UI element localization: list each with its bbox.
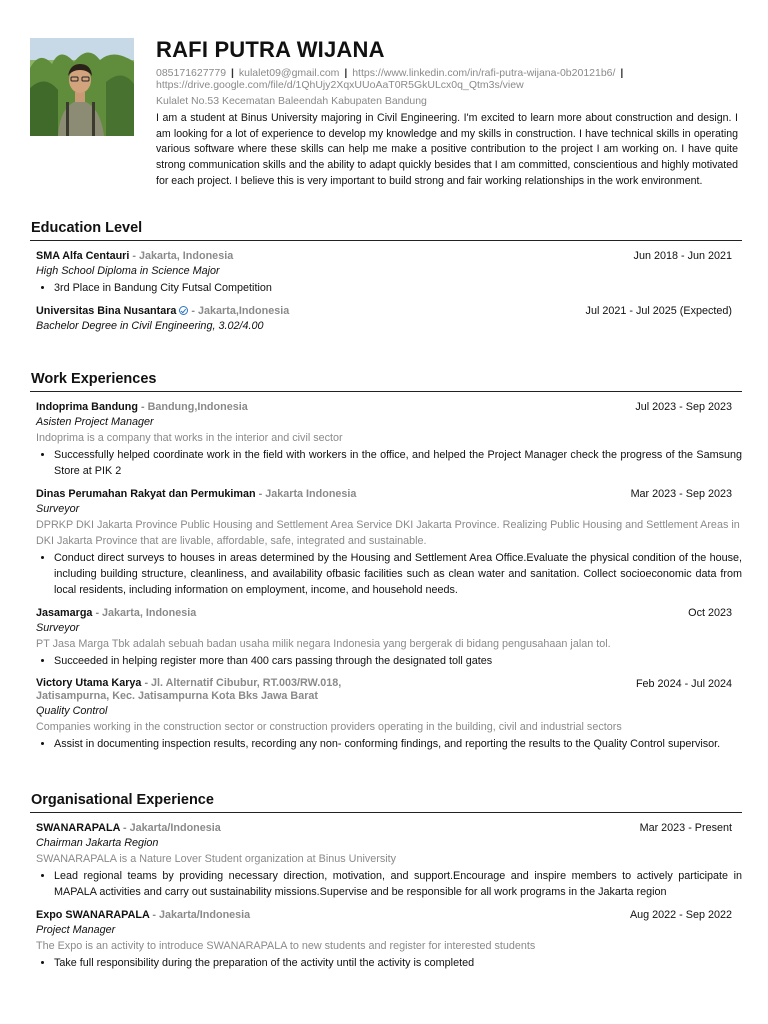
duty-list: [36, 550, 742, 598]
achievement-list: [36, 280, 742, 296]
degree-title: Bachelor Degree in Civil Engineering, 3.02/4.00: [36, 320, 264, 332]
job-title: Surveyor: [36, 622, 80, 634]
duty-list: [36, 447, 742, 479]
candidate-name: RAFI PUTRA WIJANA: [156, 37, 385, 62]
contact-line: [156, 67, 738, 91]
profile-summary: I am a student at Binus University majoring in Civil Engineering. I'm excited to learn more about construction and design. I am looking for a lot of experience to develop my knowledge and my skills in construction. I have technical skills in operating various software where these skills can help me make a positive contribution to the project I am working on. I have quite strong communication skills and the ability to adapt quickly besides that I am committed, conscientious and highly motivated for each project. I believe this is very important to build strong and fair working relationships in the work environment.: [156, 112, 738, 187]
contact-separator: |: [231, 67, 234, 79]
company-name: Jasamarga: [36, 607, 93, 619]
profile-photo: [30, 38, 134, 136]
organisation-location: - Jakarta/Indonesia: [122, 822, 221, 834]
education-entry: [30, 304, 742, 334]
job-title: Asisten Project Manager: [36, 416, 154, 428]
duty-list: [36, 653, 742, 669]
entry-date: Jul 2023 - Sep 2023: [635, 401, 732, 413]
entry-date: Jul 2021 - Jul 2025 (Expected): [585, 305, 732, 317]
entry-date: Mar 2023 - Present: [639, 822, 732, 834]
degree-title: High School Diploma in Science Major: [36, 265, 220, 277]
job-title: Quality Control: [36, 705, 108, 717]
work-entry: [30, 677, 742, 752]
organisation-name: Expo SWANARAPALA: [36, 909, 150, 921]
work-entry: [30, 400, 742, 479]
company-description: Companies working in the construction sector or construction providers operating in the building, civil and industrial sectors: [36, 721, 622, 733]
duty-list: [36, 955, 742, 971]
duty-item: • Successfully helped coordinate work in the field with workers in the office, and helped the Project Manager check the progress of the Samsung Store at PIK 2: [54, 447, 742, 479]
institution-name: SMA Alfa Centauri: [36, 250, 130, 262]
verified-icon: [179, 306, 188, 315]
contact-separator: |: [344, 67, 348, 79]
work-entry: [30, 606, 742, 669]
company-location: - Bandung,Indonesia: [140, 401, 248, 413]
duty-item: • Take full responsibility during the preparation of the activity until the activity is completed: [54, 955, 742, 971]
duty-list: [36, 868, 742, 900]
education-section: [30, 219, 742, 334]
institution-name: Universitas Bina Nusantara: [36, 305, 177, 317]
resume-header: [156, 36, 738, 190]
organisation-entry: [30, 908, 742, 971]
duty-item: • Conduct direct surveys to houses in areas determined by the Housing and Settlement Area Office.Evaluate the physical condition of the house, including building structure, cleanliness, and availability ofbasic facilities such as clean water and sanitation. Collect socioeconomic data from local residents, including information on employment, income, and household needs.: [54, 550, 742, 598]
duty-list: [36, 736, 742, 752]
company-description: DPRKP DKI Jakarta Province Public Housing and Settlement Area Service DKI Jakarta Province. Realizing Public Housing and Settlement Areas in DKI Jakarta Province that are livable, affordable, safe, integrated and sustainable.: [36, 519, 740, 547]
duty-item: • Lead regional teams by providing necessary direction, motivation, and support.Encourage and inspire members to actively participate in MAPALA activities and carry out sustainability missions.Supervise and be responsible for all work programs in the Jakarta region: [54, 868, 742, 900]
entry-date: Oct 2023: [688, 607, 732, 619]
contact-separator: |: [620, 67, 624, 79]
company-description: PT Jasa Marga Tbk adalah sebuah badan usaha milik negara Indonesia yang bergerak di bidang pengusahaan jalan tol.: [36, 638, 611, 650]
organisation-description: The Expo is an activity to introduce SWANARAPALA to new students and register for interested students: [36, 940, 536, 952]
company-name: Indoprima Bandung: [36, 401, 138, 413]
organisation-description: SWANARAPALA is a Nature Lover Student organization at Binus University: [36, 853, 397, 865]
achievement-item: • 3rd Place in Bandung City Futsal Competition: [54, 280, 742, 296]
job-title: Surveyor: [36, 503, 80, 515]
email-link[interactable]: kulalet09@gmail.com: [238, 67, 340, 79]
position-title: Project Manager: [36, 924, 116, 936]
entry-date: Aug 2022 - Sep 2022: [629, 909, 732, 921]
company-name: Dinas Perumahan Rakyat dan Permukiman: [36, 488, 256, 500]
institution-location: - Jakarta,Indonesia: [191, 305, 290, 317]
phone-number: 085171627779: [156, 67, 227, 79]
section-title: Education Level: [30, 219, 742, 241]
company-location: - Jakarta, Indonesia: [95, 607, 197, 619]
drive-link[interactable]: https://drive.google.com/file/d/1QhUjy2XqxUUoAaT0R5GkULcx0q_Qtm3s/view: [156, 79, 524, 91]
company-location-line-2: Jatisampurna, Kec. Jatisampurna Kota Bks Jawa Barat: [36, 690, 319, 702]
work-entry: [30, 487, 742, 598]
profile-photo-illustration: [30, 38, 134, 136]
company-description: Indoprima is a company that works in the interior and civil sector: [36, 432, 343, 444]
organisation-entry: [30, 821, 742, 900]
organisation-section: [30, 791, 742, 971]
education-entry: [30, 249, 742, 296]
duty-item: • Assist in documenting inspection results, recording any non- conforming findings, and reporting the results to the Quality Control supervisor.: [54, 736, 742, 752]
organisation-name: SWANARAPALA: [36, 822, 120, 834]
duty-item: • Succeeded in helping register more than 400 cars passing through the designated toll gates: [54, 653, 742, 669]
section-title: Work Experiences: [30, 370, 742, 392]
section-title: Organisational Experience: [30, 791, 742, 813]
organisation-location: - Jakarta/Indonesia: [152, 909, 251, 921]
home-address: Kulalet No.53 Kecematan Baleendah Kabupaten Bandung: [156, 95, 427, 107]
linkedin-link[interactable]: https://www.linkedin.com/in/rafi-putra-wijana-0b20121b6/: [352, 67, 616, 79]
entry-date: Jun 2018 - Jun 2021: [633, 250, 732, 262]
work-section: [30, 370, 742, 752]
entry-date: Feb 2024 - Jul 2024: [635, 678, 732, 690]
company-location: - Jakarta Indonesia: [258, 488, 357, 500]
institution-location: - Jakarta, Indonesia: [132, 250, 234, 262]
position-title: Chairman Jakarta Region: [36, 837, 159, 849]
company-location: - Jl. Alternatif Cibubur, RT.003/RW.018,: [144, 677, 342, 689]
entry-date: Mar 2023 - Sep 2023: [630, 488, 732, 500]
company-name: Victory Utama Karya: [36, 677, 142, 689]
